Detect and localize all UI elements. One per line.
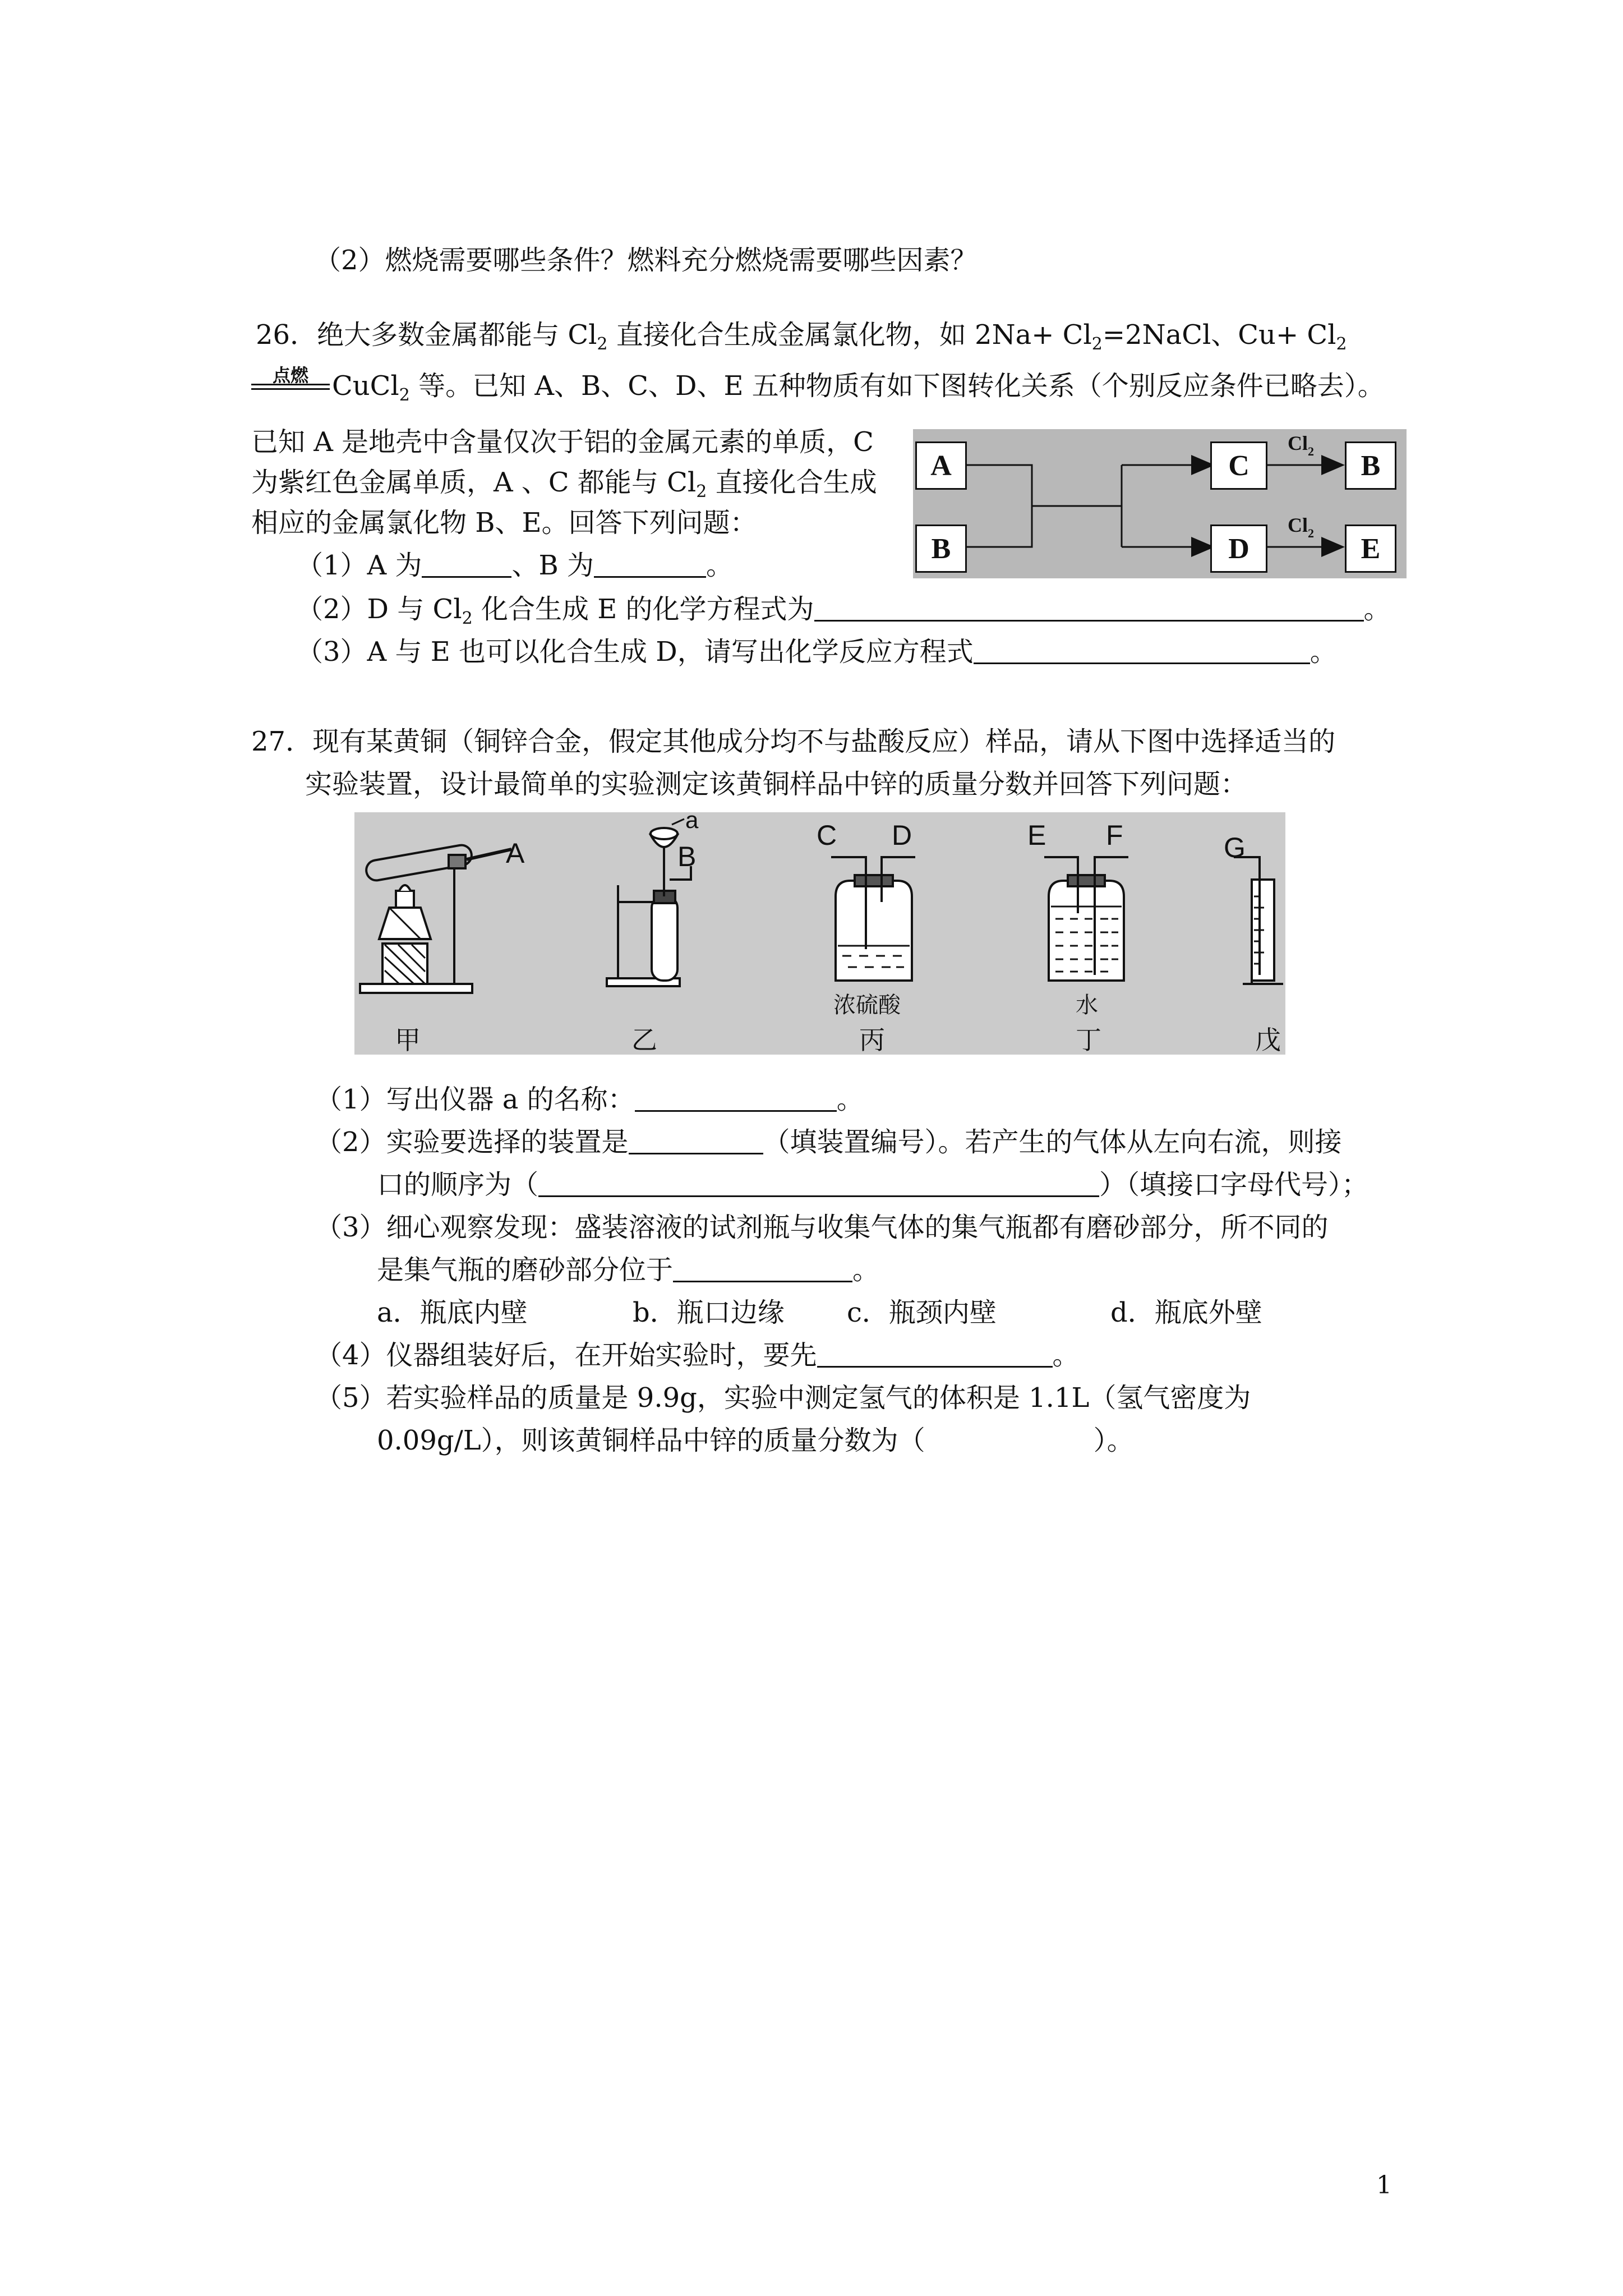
q27-sub3-line1: （3）细心观察发现：盛装溶液的试剂瓶与收集气体的集气瓶都有磨砂部分，所不同的 xyxy=(315,1212,1329,1243)
node-b-right: B xyxy=(1345,441,1396,490)
q27-option-c: c．瓶颈内壁 xyxy=(847,1297,997,1328)
node-d: D xyxy=(1210,524,1267,573)
page-number: 1 xyxy=(1376,2171,1392,2200)
caption-wu: 戊 xyxy=(1255,1025,1281,1055)
port-g: G xyxy=(1224,832,1246,863)
port-e: E xyxy=(1027,820,1046,851)
q27-option-b: b．瓶口边缘 xyxy=(633,1297,785,1328)
q26-line1: 26．绝大多数金属都能与 $Cl_2$ 直接化合生成金属氯化物，如 $2Na+ Cl_2=2NaCl$、$Cu+ Cl_2$ xyxy=(256,319,1347,354)
q27-option-d: d．瓶底外壁 xyxy=(1110,1297,1262,1328)
port-a-lower: a xyxy=(685,807,699,833)
q27-line1: 27．现有某黄铜（铜锌合金，假定其他成分均不与盐酸反应）样品，请从下图中选择适当的 xyxy=(251,726,1336,757)
caption-jia: 甲 xyxy=(395,1025,421,1055)
reaction-condition: 点燃 xyxy=(251,364,330,390)
q27-line2: 实验装置，设计最简单的实验测定该黄铜样品中锌的质量分数并回答下列问题： xyxy=(305,769,1248,800)
q27-sub3-line2: 是集气瓶的磨砂部分位于 。 xyxy=(377,1254,880,1286)
caption-yi: 乙 xyxy=(631,1025,657,1055)
answer-blank-instrument-a[interactable] xyxy=(635,1085,837,1112)
q27-sub2-line1: （2）实验要选择的装置是 （填装置编号）。若产生的气体从左向右流，则接 xyxy=(315,1126,1342,1158)
port-b: B xyxy=(677,841,697,872)
arrow-label-cl2-top: $Cl_2$ xyxy=(1288,432,1314,458)
q26-line2: CuCl$_2$ 等。已知 A、B、C、D、E 五种物质有如下图转化关系（个别反应条件已略去）。 xyxy=(332,370,1385,405)
q27-sub5-line1: （5）若实验样品的质量是 9.9g，实验中测定氢气的体积是 1.1L（氢气密度为 xyxy=(315,1382,1251,1414)
liquid-label-ding: 水 xyxy=(1076,992,1098,1018)
port-c: C xyxy=(817,820,837,851)
transformation-diagram xyxy=(913,429,1407,578)
q26-sub3: （3）A 与 E 也可以化合生成 D，请写出化学反应方程式 。 xyxy=(296,636,1337,668)
q26-sub1: （1）A 为 、B 为 。 xyxy=(296,550,734,581)
q27-option-a: a．瓶底内壁 xyxy=(377,1297,528,1328)
caption-bing: 丙 xyxy=(859,1025,885,1055)
answer-blank-first-step[interactable] xyxy=(817,1341,1053,1368)
node-e: E xyxy=(1345,524,1396,573)
answer-blank-a-e[interactable] xyxy=(974,638,1310,664)
q26-line5: 相应的金属氯化物 B、E。回答下列问题： xyxy=(251,507,757,539)
answer-blank-apparatus[interactable] xyxy=(629,1128,763,1154)
q26-line4: 为紫红色金属单质，A 、C 都能与 $Cl_2$ 直接化合生成 xyxy=(251,467,877,501)
q27-sub4: （4）仪器组装好后，在开始实验时，要先 。 xyxy=(315,1340,1080,1371)
caption-ding: 丁 xyxy=(1076,1025,1101,1055)
q26-line3: 已知 A 是地壳中含量仅次于铝的金属元素的单质，C xyxy=(251,426,874,458)
answer-blank-b[interactable] xyxy=(594,551,706,578)
q26-sub2: （2）D 与 $Cl_2$ 化合生成 E 的化学方程式为 。 xyxy=(296,593,1391,628)
liquid-label-bing: 浓硫酸 xyxy=(833,992,901,1018)
q27-sub1: （1）写出仪器 a 的名称： 。 xyxy=(315,1084,864,1115)
arrow-label-cl2-bottom: $Cl_2$ xyxy=(1288,514,1314,540)
q27-sub5-line2: 0.09g/L），则该黄铜样品中锌的质量分数为（ ）。 xyxy=(377,1425,1134,1456)
port-a-upper: A xyxy=(506,838,525,869)
port-f: F xyxy=(1106,820,1123,851)
port-d: D xyxy=(892,820,912,851)
diagram-lines xyxy=(913,429,1407,578)
answer-blank-port-order[interactable] xyxy=(538,1171,1099,1197)
answer-blank-a[interactable] xyxy=(422,551,511,578)
q27-sub2-line2: 口的顺序为（ ）（填接口字母代号）； xyxy=(377,1169,1369,1200)
node-a: A xyxy=(915,441,967,490)
apparatus-figure xyxy=(354,807,1285,1055)
q25-sub2: （2）燃烧需要哪些条件？燃料充分燃烧需要哪些因素？ xyxy=(314,245,978,276)
answer-blank-ground-glass[interactable] xyxy=(673,1256,852,1282)
node-b-left: B xyxy=(915,524,967,573)
answer-blank-d-to-e[interactable] xyxy=(814,595,1364,622)
node-c: C xyxy=(1210,441,1267,490)
